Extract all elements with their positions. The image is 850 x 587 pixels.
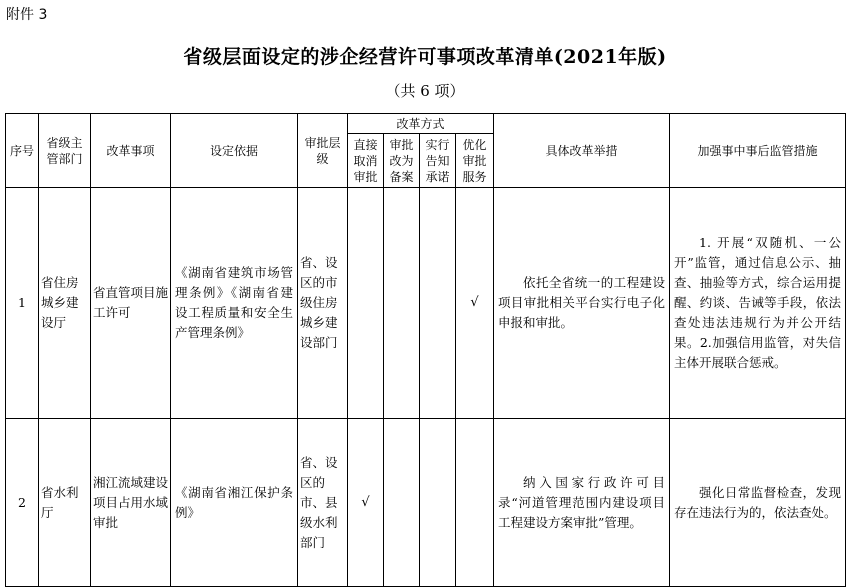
table-row [6, 419, 846, 587]
row-level: 省、设区的市级住房城乡建设部门 [298, 188, 348, 419]
attachment-label: 附件 3 [6, 7, 48, 23]
header-basis: 设定依据 [171, 114, 298, 188]
header-methods-group: 改革方式 [348, 114, 494, 134]
header-measures: 具体改革举措 [494, 114, 670, 188]
header-seq: 序号 [6, 114, 39, 188]
reform-list-table [5, 113, 846, 587]
row-seq: 2 [6, 419, 39, 587]
header-dept: 省级主管部门 [39, 114, 91, 188]
header-method-commitment: 实行告知承诺 [420, 134, 456, 188]
row-item: 省直管项目施工许可 [91, 188, 171, 419]
row-method-optimize-check: √ [456, 188, 494, 419]
table-row [6, 188, 846, 419]
row-method-optimize [456, 419, 494, 587]
row-supervision: 强化日常监督检查，发现存在违法行为的，依法查处。 [670, 419, 846, 587]
row-dept: 省水利厅 [39, 419, 91, 587]
row-item: 湘江流域建设项目占用水域审批 [91, 419, 171, 587]
header-supervision: 加强事中事后监管措施 [670, 114, 846, 188]
header-method-optimize: 优化审批服务 [456, 134, 494, 188]
row-measures: 依托全省统一的工程建设项目审批相关平台实行电子化申报和审批。 [494, 188, 670, 419]
row-method-cancel-check: √ [348, 419, 384, 587]
row-basis: 《湖南省建筑市场管理条例》《湖南省建设工程质量和安全生产管理条例》 [171, 188, 298, 419]
row-method-cancel [348, 188, 384, 419]
header-method-cancel: 直接取消审批 [348, 134, 384, 188]
row-method-filing [384, 419, 420, 587]
header-level: 审批层级 [298, 114, 348, 188]
row-basis: 《湖南省湘江保护条例》 [171, 419, 298, 587]
row-measures: 纳入国家行政许可目录“河道管理范围内建设项目工程建设方案审批”管理。 [494, 419, 670, 587]
header-item: 改革事项 [91, 114, 171, 188]
document-subtitle: （共 6 项） [385, 82, 465, 100]
row-level: 省、设区的市、县级水利部门 [298, 419, 348, 587]
header-method-filing: 审批改为备案 [384, 134, 420, 188]
row-seq: 1 [6, 188, 39, 419]
row-method-commitment [420, 188, 456, 419]
document-title: 省级层面设定的涉企经营许可事项改革清单(2021年版) [183, 46, 667, 68]
row-dept: 省住房城乡建设厅 [39, 188, 91, 419]
row-supervision: 1. 开展“双随机、一公开”监管，通过信息公示、抽查、抽验等方式，综合运用提醒、约谈、告诫等手段，依法查处违法违规行为并公开结果。2.加强信用监管，对失信主体开展联合惩戒。 [670, 188, 846, 419]
row-method-filing [384, 188, 420, 419]
row-method-commitment [420, 419, 456, 587]
